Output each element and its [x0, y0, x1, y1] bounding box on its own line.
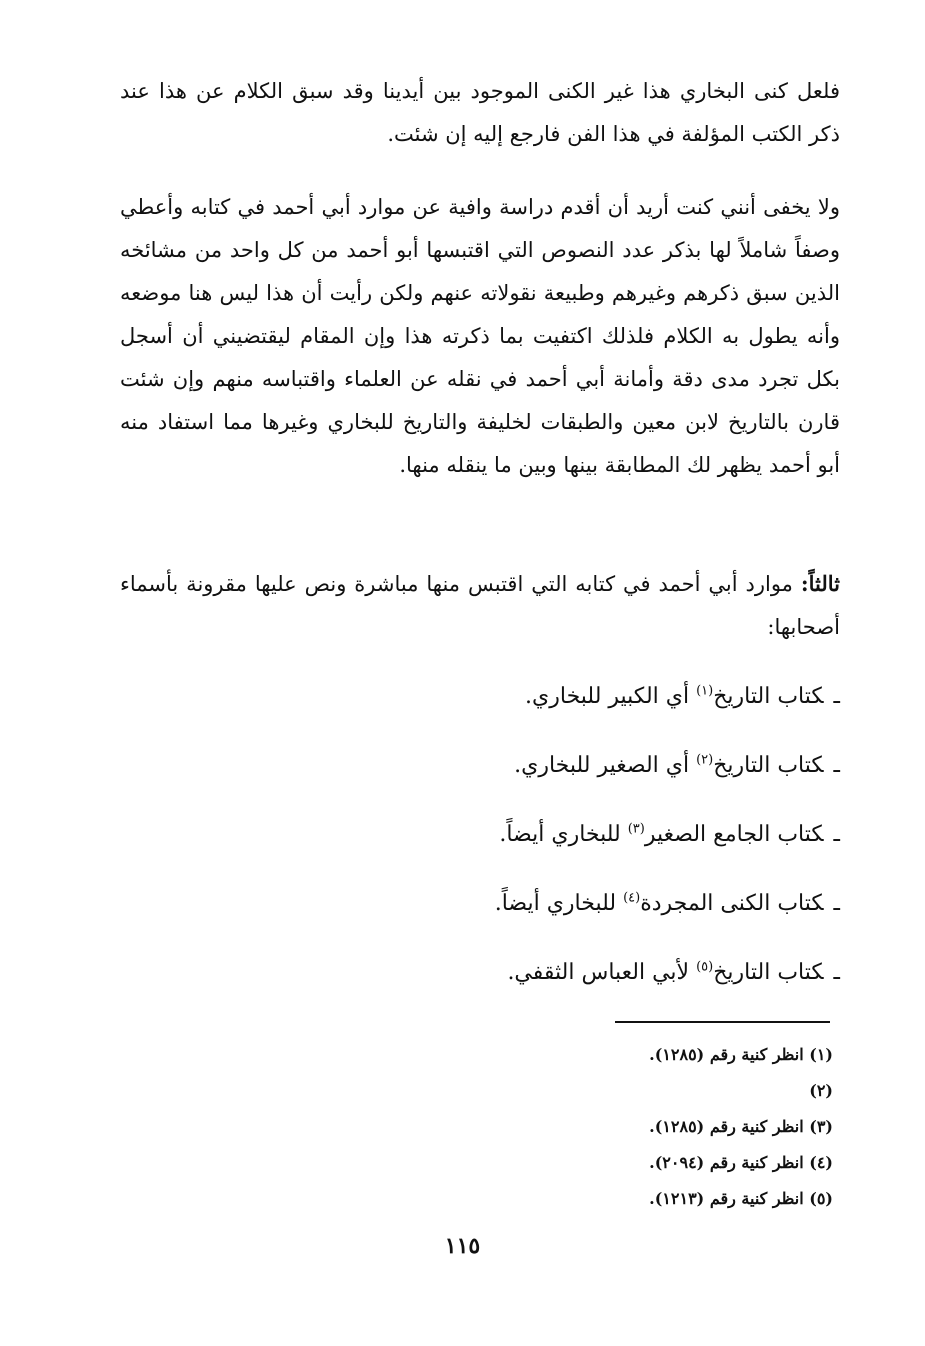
list-dash: ـ	[833, 753, 840, 778]
footnote-item: (١) انظر كنية رقم (١٢٨٥).	[649, 1045, 833, 1064]
footnote-ref[interactable]: (٢)	[696, 752, 714, 768]
list-item-text: للبخاري أيضاً.	[499, 822, 628, 847]
list-item-text: للبخاري أيضاً.	[494, 891, 624, 916]
footnote-ref[interactable]: (٥)	[696, 959, 714, 975]
paragraph-1: فلعل كنى البخاري هذا غير الكنى الموجود بين أيدينا وقد سبق الكلام عن هذا عند ذكر الكتب المؤلفة في هذا الفن فارجع إليه إن شئت.	[120, 79, 840, 146]
paragraph-2: ولا يخفى أنني كنت أريد أن أقدم دراسة وافية عن موارد أبي أحمد في كتابه وأعطي وصفاً شاملاً لها بذكر عدد النصوص التي اقتبسها أبو أحمد من كل واحد من مشائخه الذين سبق ذكرهم وغيرهم وطبيعة نقولاته عنهم ولكن رأيت أن هذا ليس هنا موضعه وأنه يطول به الكلام فلذلك اكتفيت بما ذكرته هذا وإن المقام ليقتضيني أن أسجل بكل تجرد مدى دقة وأمانة أبي أحمد في نقله عن العلماء واقتباسه منهم وإن شئت قارن بالتاريخ لابن معين والطبقات لخليفة والتاريخ للبخاري وغيرها مما استفاد منه أبو أحمد يظهر لك المطابقة بينها وبين ما ينقله منها.	[120, 195, 840, 477]
list-dash: ـ	[833, 822, 840, 847]
list-item	[200, 879, 840, 948]
footnote-ref[interactable]: (١)	[696, 683, 714, 699]
footnote-item: (٥) انظر كنية رقم (١٢١٣).	[649, 1189, 833, 1208]
paragraph-3	[120, 562, 840, 649]
footnotes	[433, 1038, 833, 1218]
list-item	[200, 948, 840, 1017]
list-item-title: كتاب التاريخ	[713, 684, 824, 709]
list-item-text: أي الكبير للبخاري.	[525, 684, 697, 709]
section-heading-thalithan: ثالثاً:	[800, 571, 840, 596]
list-item-title: كتاب التاريخ	[713, 753, 824, 778]
footnote-ref[interactable]: (٤)	[623, 890, 641, 906]
list-item-title: كتاب الجامع الصغير	[644, 822, 824, 847]
list-item-title: كتاب الكنى المجردة	[640, 891, 824, 916]
list-item	[200, 810, 840, 879]
footnote-item: (٤) انظر كنية رقم (٢٠٩٤).	[649, 1153, 833, 1172]
list-dash: ـ	[833, 891, 840, 916]
list-item	[200, 672, 840, 741]
sources-list	[200, 672, 840, 1017]
list-dash: ـ	[833, 960, 840, 985]
footnote-divider	[615, 1021, 830, 1023]
list-item-text: أي الصغير للبخاري.	[514, 753, 697, 778]
list-item	[200, 741, 840, 810]
list-dash: ـ	[833, 684, 840, 709]
page-number: ١١٥	[444, 1233, 481, 1259]
list-item-text: لأبي العباس الثقفي.	[507, 960, 697, 985]
list-item-title: كتاب التاريخ	[713, 960, 824, 985]
footnote-ref[interactable]: (٣)	[627, 821, 645, 837]
paragraph-3-text: موارد أبي أحمد في كتابه التي اقتبس منها مباشرة ونص عليها مقرونة بأسماء أصحابها:	[120, 572, 840, 639]
footnote-item: (٢)	[809, 1081, 833, 1100]
footnote-item: (٣) انظر كنية رقم (١٢٨٥).	[649, 1117, 833, 1136]
